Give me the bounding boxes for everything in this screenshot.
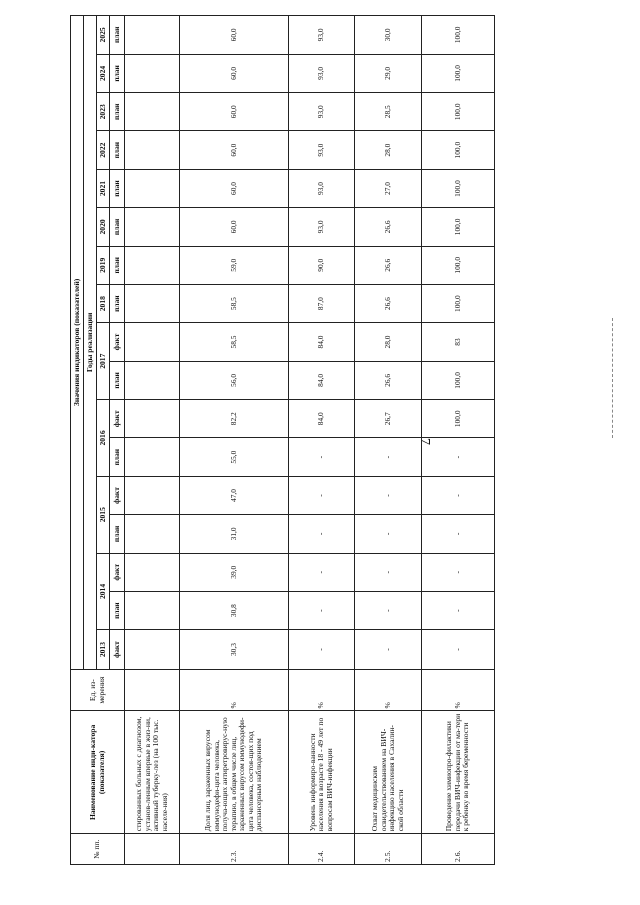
cell-value: - bbox=[289, 630, 355, 669]
cell-value: - bbox=[289, 438, 355, 476]
year-2021: 2021 bbox=[97, 169, 110, 207]
cell-value: - bbox=[355, 476, 422, 514]
cell-value: 47,0 bbox=[180, 476, 289, 514]
cell-value bbox=[125, 515, 180, 553]
cell-value: 55,0 bbox=[180, 438, 289, 476]
cell-value: 31,0 bbox=[180, 515, 289, 553]
cell-value: 26,6 bbox=[355, 284, 422, 322]
subhead-2018-plan: план bbox=[110, 284, 125, 322]
subhead-2014-fact: факт bbox=[110, 553, 125, 591]
cell-value: 100,0 bbox=[422, 361, 495, 399]
row-name: Доля лиц, зараженных вирусом иммунодефи-цита человека, получа-ющих антиретровирус-ную терапию, в общем числе лиц, зараженных вирусом иммунодефи-цита человека, состоя-щих под диспансерным наблюдением bbox=[180, 711, 289, 834]
row-num: 2.5. bbox=[355, 834, 422, 865]
cell-value: 100,0 bbox=[422, 131, 495, 169]
year-2018: 2018 bbox=[97, 284, 110, 322]
row-num: 2.4. bbox=[289, 834, 355, 865]
cell-value: 84,0 bbox=[289, 323, 355, 361]
cell-value: - bbox=[422, 553, 495, 591]
cell-value: 26,7 bbox=[355, 400, 422, 438]
year-2025: 2025 bbox=[97, 16, 110, 55]
row-unit: % bbox=[422, 669, 495, 711]
indicators-table-area bbox=[70, 15, 495, 865]
cell-value: - bbox=[355, 591, 422, 629]
cell-value: 60,0 bbox=[180, 131, 289, 169]
cell-value: 82,2 bbox=[180, 400, 289, 438]
cell-value bbox=[125, 476, 180, 514]
cell-value bbox=[125, 246, 180, 284]
cell-value bbox=[125, 361, 180, 399]
cell-value bbox=[125, 400, 180, 438]
cell-value bbox=[125, 93, 180, 131]
cell-value bbox=[125, 131, 180, 169]
row-num bbox=[125, 834, 180, 865]
cell-value: - bbox=[355, 438, 422, 476]
cell-value: 60,0 bbox=[180, 54, 289, 92]
cell-value: 90,0 bbox=[289, 246, 355, 284]
cell-value: 100,0 bbox=[422, 208, 495, 246]
cell-value: 30,3 bbox=[180, 630, 289, 669]
table-row bbox=[125, 16, 180, 865]
header-values-title: Значения индикаторов (показателей) bbox=[71, 16, 84, 670]
subhead-2015-fact: факт bbox=[110, 476, 125, 514]
cell-value: 28,0 bbox=[355, 131, 422, 169]
header-years-title: Годы реализации bbox=[84, 16, 97, 670]
table-row bbox=[180, 16, 289, 865]
subhead-2017-plan: план bbox=[110, 361, 125, 399]
cell-value: 39,0 bbox=[180, 553, 289, 591]
subhead-2015-plan: план bbox=[110, 515, 125, 553]
cell-value: 100,0 bbox=[422, 16, 495, 55]
cell-value bbox=[125, 169, 180, 207]
subhead-2017-fact: факт bbox=[110, 323, 125, 361]
row-num: 2.6. bbox=[422, 834, 495, 865]
cell-value: 93,0 bbox=[289, 169, 355, 207]
subhead-2021-plan: план bbox=[110, 169, 125, 207]
cell-value: 30,8 bbox=[180, 591, 289, 629]
cell-value: 93,0 bbox=[289, 131, 355, 169]
cell-value: 100,0 bbox=[422, 54, 495, 92]
year-2017: 2017 bbox=[97, 323, 110, 400]
cell-value bbox=[125, 553, 180, 591]
cell-value: - bbox=[355, 630, 422, 669]
cell-value: 29,0 bbox=[355, 54, 422, 92]
year-2020: 2020 bbox=[97, 208, 110, 246]
cell-value: - bbox=[422, 591, 495, 629]
cell-value: 93,0 bbox=[289, 16, 355, 55]
cell-value bbox=[125, 438, 180, 476]
cell-value: 26,6 bbox=[355, 208, 422, 246]
cell-value: 84,0 bbox=[289, 400, 355, 438]
cell-value: 84,0 bbox=[289, 361, 355, 399]
cell-value: 93,0 bbox=[289, 93, 355, 131]
cell-value: 100,0 bbox=[422, 400, 495, 438]
table-row bbox=[422, 16, 495, 865]
cell-value: - bbox=[289, 553, 355, 591]
table-row bbox=[355, 16, 422, 865]
cell-value: 27,0 bbox=[355, 169, 422, 207]
cell-value: - bbox=[355, 553, 422, 591]
row-unit: % bbox=[289, 669, 355, 711]
row-unit bbox=[125, 669, 180, 711]
header-unit: Ед. из-мерения bbox=[71, 669, 125, 711]
cell-value: 26,6 bbox=[355, 361, 422, 399]
year-2013: 2013 bbox=[97, 630, 110, 669]
row-num: 2.3. bbox=[180, 834, 289, 865]
cell-value bbox=[125, 591, 180, 629]
cell-value: 28,0 bbox=[355, 323, 422, 361]
cell-value: 60,0 bbox=[180, 16, 289, 55]
year-2016: 2016 bbox=[97, 400, 110, 477]
cell-value: - bbox=[422, 438, 495, 476]
year-2024: 2024 bbox=[97, 54, 110, 92]
cell-value: 58,5 bbox=[180, 284, 289, 322]
subhead-2016-fact: факт bbox=[110, 400, 125, 438]
table-row bbox=[289, 16, 355, 865]
cell-value: 100,0 bbox=[422, 93, 495, 131]
cell-value: 83 bbox=[422, 323, 495, 361]
cell-value bbox=[125, 284, 180, 322]
cell-value: 87,0 bbox=[289, 284, 355, 322]
year-2019: 2019 bbox=[97, 246, 110, 284]
cell-value: - bbox=[422, 476, 495, 514]
cell-value bbox=[125, 16, 180, 55]
row-name: стированных больных с диагнозом, установ-ленным впервые в жиз-ни, активный туберку-лез (на 100 тыс. населе-ния) bbox=[125, 711, 180, 834]
row-name: Проведение химиопро-филактики передачи ВИЧ-инфекции от ма-тери к ребенку во время беременности bbox=[422, 711, 495, 834]
cell-value: 59,0 bbox=[180, 246, 289, 284]
subhead-2022-plan: план bbox=[110, 131, 125, 169]
cell-value: - bbox=[355, 515, 422, 553]
subhead-2023-plan: план bbox=[110, 93, 125, 131]
cell-value: - bbox=[289, 515, 355, 553]
cell-value bbox=[125, 208, 180, 246]
subhead-2025-plan: план bbox=[110, 16, 125, 55]
cell-value: 93,0 bbox=[289, 54, 355, 92]
cell-value: 100,0 bbox=[422, 246, 495, 284]
cell-value: 100,0 bbox=[422, 169, 495, 207]
subhead-2013-fact: факт bbox=[110, 630, 125, 669]
subhead-2024-plan: план bbox=[110, 54, 125, 92]
cell-value: - bbox=[422, 630, 495, 669]
cell-value: 100,0 bbox=[422, 284, 495, 322]
row-name: Уровень информиро-ванности населения в возрасте 18 - 49 лет по вопросам ВИЧ-инфекции bbox=[289, 711, 355, 834]
cell-value: 93,0 bbox=[289, 208, 355, 246]
header-num: № пп. bbox=[71, 834, 125, 865]
cell-value: 28,5 bbox=[355, 93, 422, 131]
cell-value: - bbox=[422, 515, 495, 553]
row-name: Охват медицинским освидетельствованием на ВИЧ-инфекцию населения в Сахалин-ской области bbox=[355, 711, 422, 834]
year-2015: 2015 bbox=[97, 476, 110, 553]
header-name: Наименование инди-катора (показателя) bbox=[71, 711, 125, 834]
cell-value: 58,5 bbox=[180, 323, 289, 361]
subhead-2020-plan: план bbox=[110, 208, 125, 246]
subhead-2016-plan: план bbox=[110, 438, 125, 476]
cell-value: - bbox=[289, 591, 355, 629]
row-unit: % bbox=[355, 669, 422, 711]
subhead-2019-plan: план bbox=[110, 246, 125, 284]
cell-value bbox=[125, 630, 180, 669]
cell-value: 60,0 bbox=[180, 208, 289, 246]
cell-value bbox=[125, 54, 180, 92]
cell-value: 30,0 bbox=[355, 16, 422, 55]
subhead-2014-plan: план bbox=[110, 591, 125, 629]
cell-value: 60,0 bbox=[180, 93, 289, 131]
page-number: 7 bbox=[417, 438, 432, 445]
cell-value: - bbox=[289, 476, 355, 514]
year-2014: 2014 bbox=[97, 553, 110, 630]
cell-value: 26,6 bbox=[355, 246, 422, 284]
cell-value bbox=[125, 323, 180, 361]
indicators-table bbox=[70, 15, 495, 865]
row-unit: % bbox=[180, 669, 289, 711]
cell-value: 56,0 bbox=[180, 361, 289, 399]
year-2022: 2022 bbox=[97, 131, 110, 169]
cell-value: 60,0 bbox=[180, 169, 289, 207]
year-2023: 2023 bbox=[97, 93, 110, 131]
